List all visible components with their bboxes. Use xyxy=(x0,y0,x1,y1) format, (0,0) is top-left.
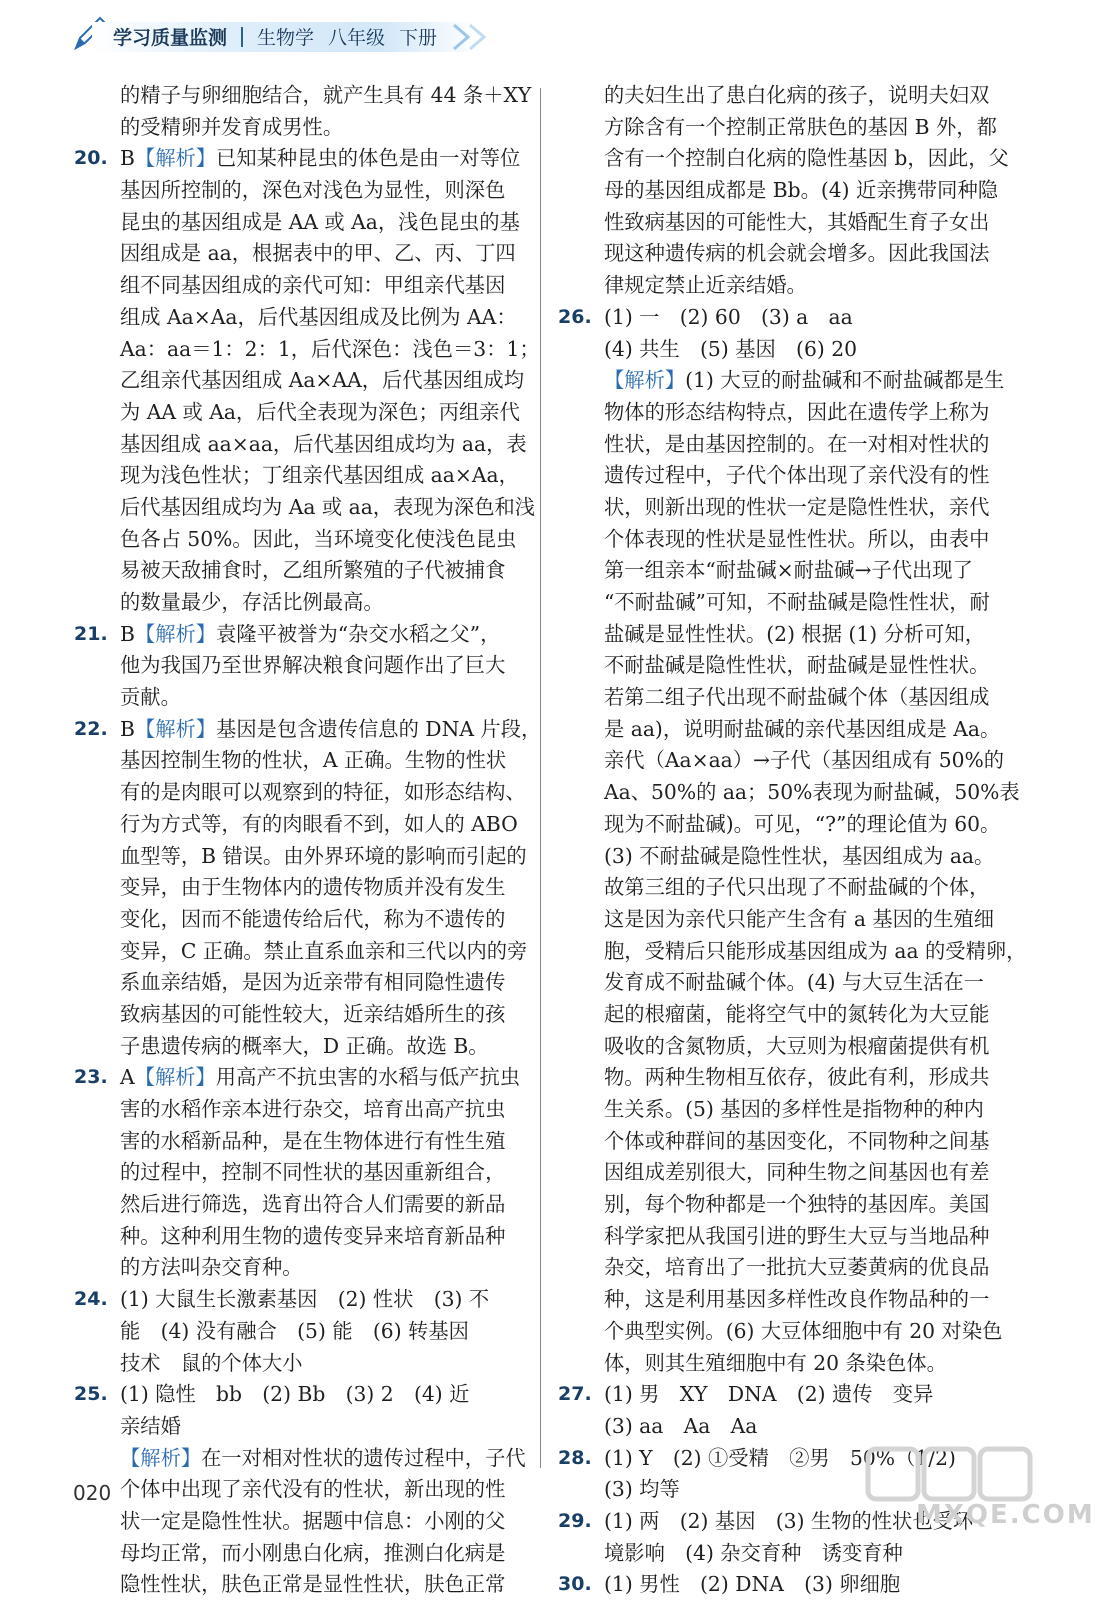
text-line xyxy=(558,365,1004,397)
text-line xyxy=(558,112,1004,144)
question-number: 25. xyxy=(74,1383,108,1406)
text-line xyxy=(558,745,1004,777)
left-column xyxy=(74,80,542,1601)
question-number: 23. xyxy=(74,1066,108,1089)
answer-text: 的方法叫杂交育种。 xyxy=(120,1255,303,1280)
text-line xyxy=(558,80,1004,112)
answer-text: 种。这种利用生物的遗传变异来培育新品种 xyxy=(120,1223,506,1248)
answer-text: 变化，因而不能遗传给后代，称为不遗传的 xyxy=(120,906,506,931)
question-number: 26. xyxy=(558,305,592,328)
text-line xyxy=(74,207,520,239)
question-number: 28. xyxy=(558,1446,592,1469)
text-line xyxy=(558,270,1004,302)
answer-text: 后代基因组成均为 Aa 或 aa，表现为深色和浅 xyxy=(120,494,536,519)
text-line xyxy=(558,872,1004,904)
answer-text: 亲代（Aa×aa）→子代（基因组成有 50%的 xyxy=(604,748,1005,773)
answer-text: 这是因为亲代只能产生含有 a 基因的生殖细 xyxy=(604,906,995,931)
text-line xyxy=(558,1189,1004,1221)
answer-text: 的数量最少，存活比例最高。 xyxy=(120,590,384,614)
answer-text: Aa：aa＝1：2：1，后代深色：浅色＝3：1； xyxy=(120,336,540,361)
answer-text: 基因控制生物的性状，A 正确。生物的性状 xyxy=(120,748,507,773)
answer-text: 物。两种生物相互依存，彼此有利，形成共 xyxy=(604,1065,990,1090)
text-line xyxy=(74,1189,520,1221)
answer-text: 性致病基因的可能性大，其婚配生育子女出 xyxy=(604,209,990,234)
answer-text: 基因组成 aa×aa，后代基因组成均为 aa，表 xyxy=(120,431,527,456)
text-line xyxy=(558,1538,1004,1570)
text-line xyxy=(558,1126,1004,1158)
text-line xyxy=(558,904,1004,936)
answer-text: 组不同基因组成的亲代可知：甲组亲代基因 xyxy=(120,273,506,298)
answer-text: 亲结婚 xyxy=(120,1413,181,1438)
answer-text: 基因所控制的，深色对浅色为显性，则深色 xyxy=(120,178,506,203)
text-line xyxy=(558,967,1004,999)
page-header xyxy=(0,0,1060,64)
text-line xyxy=(74,904,520,936)
answer-text: (1) 隐性 bb (2) Bb (3) 2 (4) 近 xyxy=(120,1382,470,1407)
text-line xyxy=(74,555,520,587)
text-line xyxy=(558,619,1004,651)
answer-text: 的过程中，控制不同性状的基因重新组合， xyxy=(120,1160,506,1185)
text-line xyxy=(74,1221,520,1253)
text-line xyxy=(558,999,1004,1031)
answer-text: 因组成差别很大，同种生物之间基因也有差 xyxy=(604,1160,990,1185)
answer-text: 组成 Aa×Aa，后代基因组成及比例为 AA： xyxy=(120,304,517,329)
answer-text: 变异，由于生物体内的遗传物质并没有发生 xyxy=(120,875,506,900)
answer-text: 他为我国乃至世界解决粮食问题作出了巨大 xyxy=(120,653,506,678)
answer-text: 律规定禁止近亲结婚。 xyxy=(604,273,807,298)
answer-text: 境影响 (4) 杂交育种 诱变育种 xyxy=(604,1540,903,1565)
watermark-text: MXQE.COM xyxy=(916,1500,1095,1530)
text-line xyxy=(558,1157,1004,1189)
text-line xyxy=(558,1062,1004,1094)
answer-text: “不耐盐碱”可知，不耐盐碱是隐性性状，耐 xyxy=(604,590,990,614)
text-line xyxy=(74,1443,526,1475)
text-line xyxy=(74,1538,520,1570)
answer-text: (1) 男性 (2) DNA (3) 卵细胞 xyxy=(604,1572,901,1597)
header-volume: 下册 xyxy=(399,27,438,49)
text-line xyxy=(74,1094,520,1126)
answer-text: 母的基因组成都是 Bb。(4) 近亲携带同种隐 xyxy=(604,178,999,203)
answer-text: (3) 均等 xyxy=(604,1477,680,1502)
answer-text: 方除含有一个控制正常肤色的基因 B 外，都 xyxy=(604,114,997,139)
answer-text: 乙组亲代基因组成 Aa×AA，后代基因组成均 xyxy=(120,368,524,393)
answer-text: 科学家把从我国引进的野生大豆与当地品种 xyxy=(604,1223,990,1248)
answer-text: 故第三组的子代只出现了不耐盐碱的个体， xyxy=(604,875,990,900)
text-line xyxy=(558,1284,1004,1316)
text-line xyxy=(558,1252,1004,1284)
question-number: 22. xyxy=(74,717,108,740)
answer-text: 起的根瘤菌，能将空气中的氮转化为大豆能 xyxy=(604,1001,990,1026)
text-line xyxy=(74,334,540,366)
page-number: 020 xyxy=(73,1481,112,1505)
answer-text: 行为方式等，有的肉眼看不到，如人的 ABO xyxy=(120,811,518,836)
text-line xyxy=(74,967,520,999)
text-line xyxy=(558,460,1004,492)
answer-text: 杂交，培育出了一批抗大豆萎黄病的优良品 xyxy=(604,1255,990,1280)
analysis-tag: 【解析】 xyxy=(134,621,217,646)
text-line xyxy=(558,777,1020,809)
answer-text: 个体中出现了亲代没有的性状，新出现的性 xyxy=(120,1477,506,1502)
answer-text: 遗传过程中，子代个体出现了亲代没有的性 xyxy=(604,463,990,488)
answer-text: 贡献。 xyxy=(120,685,181,710)
answer-text: 不耐盐碱是隐性性状，耐盐碱是显性性状。 xyxy=(604,653,990,678)
text-line xyxy=(74,460,520,492)
text-line xyxy=(74,1411,520,1443)
answer-text: 变异，C 正确。禁止直系血亲和三代以内的旁 xyxy=(120,938,528,963)
answer-text: 现这种遗传病的机会就会增多。因此我国法 xyxy=(604,241,990,266)
answer-text: (1) 大鼠生长激素基因 (2) 性状 (3) 不 xyxy=(120,1287,490,1312)
text-line xyxy=(74,1062,520,1094)
answer-text: 害的水稻新品种，是在生物体进行有性生殖 xyxy=(120,1128,506,1153)
answer-text: (3) aa Aa Aa xyxy=(604,1413,758,1438)
text-line xyxy=(558,397,1004,429)
answer-text: 有的是肉眼可以观察到的特征，如形态结构、 xyxy=(120,780,526,805)
answer-text: (1) 两 (2) 基因 (3) 生物的性状也受环 xyxy=(604,1508,974,1533)
answer-text: (3) 不耐盐碱是隐性性状，基因组成为 aa。 xyxy=(604,843,995,868)
text-line xyxy=(558,1316,1004,1348)
text-line xyxy=(74,238,520,270)
answer-text: 含有一个控制白化病的隐性基因 b，因此，父 xyxy=(604,146,1009,171)
text-line xyxy=(558,334,1004,366)
answer-text: 发育成不耐盐碱个体。(4) 与大豆生活在一 xyxy=(604,970,984,995)
text-line xyxy=(74,397,520,429)
answer-text: Aa、50%的 aa；50%表现为耐盐碱，50%表 xyxy=(604,780,1020,805)
answer-text: 色各占 50%。因此，当环境变化使浅色昆虫 xyxy=(120,526,517,551)
answer-text: 若第二组子代出现不耐盐碱个体（基因组成 xyxy=(604,685,990,710)
text-line xyxy=(558,682,1004,714)
text-line xyxy=(74,1126,520,1158)
text-line xyxy=(558,587,1004,619)
header-title: 学习质量监测 xyxy=(113,27,228,49)
answer-text: 昆虫的基因组成是 AA 或 Aa，浅色昆虫的基 xyxy=(120,209,520,234)
answer-text: B【解析】已知某种昆虫的体色是由一对等位 xyxy=(120,146,521,171)
answer-text: 胞，受精后只能形成基因组成为 aa 的受精卵， xyxy=(604,938,1027,963)
text-line xyxy=(74,175,520,207)
text-line xyxy=(558,1031,1004,1063)
answer-text: 子患遗传病的概率大，D 正确。故选 B。 xyxy=(120,1033,489,1058)
answer-text: 体，则其生殖细胞中有 20 条染色体。 xyxy=(604,1350,947,1375)
answer-text: 物体的形态结构特点，因此在遗传学上称为 xyxy=(604,399,990,424)
analysis-tag: 【解析】 xyxy=(134,716,217,741)
answer-text: 个典型实例。(6) 大豆体细胞中有 20 对染色 xyxy=(604,1318,1003,1343)
answer-text: (1) Y (2) ①受精 ②男 50%（1/2) xyxy=(604,1445,956,1470)
answer-text: 的夫妇生出了患白化病的孩子，说明夫妇双 xyxy=(604,83,990,107)
answer-text: 致病基因的可能性较大，近亲结婚所生的孩 xyxy=(120,1001,506,1026)
question-number: 21. xyxy=(74,622,108,645)
answer-text: 隐性性状，肤色正常是显性性状，肤色正常 xyxy=(120,1572,506,1597)
answer-text: 别，每个物种都是一个独特的基因库。美国 xyxy=(604,1192,990,1217)
answer-text: 害的水稻作亲本进行杂交，培育出高产抗虫 xyxy=(120,1097,506,1121)
answer-text: 【解析】在一对相对性状的遗传过程中，子代 xyxy=(120,1445,526,1470)
answer-text: (4) 共生 (5) 基因 (6) 20 xyxy=(604,336,858,361)
text-line xyxy=(74,1157,520,1189)
header-subject: 生物学 xyxy=(257,27,315,49)
text-line xyxy=(558,809,1004,841)
text-line xyxy=(74,936,528,968)
text-line xyxy=(74,365,524,397)
answer-text: 种，这是利用基因多样性改良作物品种的一 xyxy=(604,1287,990,1312)
question-number: 20. xyxy=(74,147,108,170)
text-line xyxy=(558,492,1004,524)
header-grade: 八年级 xyxy=(328,27,386,49)
question-number: 24. xyxy=(74,1288,108,1311)
answer-text: 技术 鼠的个体大小 xyxy=(120,1350,303,1375)
analysis-tag: 【解析】 xyxy=(134,1065,216,1090)
answer-text: 系血亲结婚，是因为近亲带有相同隐性遗传 xyxy=(120,970,506,995)
text-line xyxy=(74,999,520,1031)
question-number: 30. xyxy=(558,1573,592,1596)
answer-text: 血型等，B 错误。由外界环境的影响而引起的 xyxy=(120,843,527,868)
text-line xyxy=(74,777,526,809)
text-line xyxy=(558,429,1004,461)
analysis-tag: 【解析】 xyxy=(604,368,686,393)
text-line xyxy=(558,1379,1004,1411)
text-line xyxy=(558,1411,1004,1443)
text-line xyxy=(74,302,520,334)
answer-text: 性状，是由基因控制的。在一对相对性状的 xyxy=(604,431,990,456)
text-line xyxy=(558,302,1004,334)
text-line xyxy=(74,492,536,524)
text-line xyxy=(74,745,520,777)
answer-text: 是 aa)，说明耐盐碱的亲代基因组成是 Aa。 xyxy=(604,716,1001,741)
text-line xyxy=(74,143,520,175)
watermark-logo xyxy=(866,1445,1036,1505)
answer-text: (1) 男 XY DNA (2) 遗传 变异 xyxy=(604,1382,934,1407)
answer-text: 状一定是隐性性状。据题中信息：小刚的父 xyxy=(120,1508,506,1533)
text-line xyxy=(558,175,1004,207)
answer-text: 母均正常，而小刚患白化病，推测白化病是 xyxy=(120,1540,506,1565)
text-line xyxy=(74,1569,520,1601)
text-line xyxy=(74,80,532,112)
text-line xyxy=(74,1031,520,1063)
answer-text: 吸收的含氮物质，大豆则为根瘤菌提供有机 xyxy=(604,1033,990,1058)
text-line xyxy=(558,1094,1004,1126)
answer-text: 因组成是 aa，根据表中的甲、乙、丙、丁四 xyxy=(120,241,516,266)
text-line xyxy=(558,1221,1004,1253)
text-line xyxy=(74,650,520,682)
answer-text: 现为浅色性状；丁组亲代基因组成 aa×Aa， xyxy=(120,463,519,488)
column-divider xyxy=(540,88,541,1468)
text-line xyxy=(558,936,1027,968)
answer-text: 的精子与卵细胞结合，就产生具有 44 条＋XY xyxy=(120,83,532,107)
text-line xyxy=(558,207,1004,239)
answer-text: 易被天敌捕食时，乙组所繁殖的子代被捕食 xyxy=(120,558,506,583)
answer-text: 生关系。(5) 基因的多样性是指物种的种内 xyxy=(604,1097,984,1121)
text-line xyxy=(74,524,520,556)
header-text xyxy=(113,23,437,50)
text-line xyxy=(74,1252,520,1284)
chevron-right-icon xyxy=(450,22,494,52)
text-line xyxy=(74,872,520,904)
text-line xyxy=(74,1348,520,1380)
answer-text: A【解析】用高产不抗虫害的水稻与低产抗虫 xyxy=(120,1065,521,1090)
answer-text: 【解析】(1) 大豆的耐盐碱和不耐盐碱都是生 xyxy=(604,368,1005,393)
question-number: 29. xyxy=(558,1509,592,1532)
text-line xyxy=(558,238,1004,270)
header-separator xyxy=(241,27,243,47)
text-line xyxy=(74,1284,520,1316)
text-line xyxy=(74,619,520,651)
answer-text: 能 (4) 没有融合 (5) 能 (6) 转基因 xyxy=(120,1318,469,1343)
text-line xyxy=(558,555,1004,587)
text-line xyxy=(558,524,1004,556)
text-line xyxy=(74,682,520,714)
text-line xyxy=(74,270,520,302)
answer-text: 个体或种群间的基因变化，不同物种之间基 xyxy=(604,1128,990,1153)
answer-text: 的受精卵并发育成男性。 xyxy=(120,114,344,139)
text-line xyxy=(74,1506,520,1538)
answer-text: 状，则新出现的性状一定是隐性性状，亲代 xyxy=(604,494,990,519)
text-line xyxy=(558,1348,1004,1380)
answer-text: (1) 一 (2) 60 (3) a aa xyxy=(604,304,853,329)
answer-text: 个体表现的性状是显性性状。所以，由表中 xyxy=(604,526,990,551)
text-line xyxy=(74,1474,520,1506)
text-line xyxy=(558,841,1004,873)
text-line xyxy=(74,809,520,841)
answer-text: B【解析】袁隆平被誉为“杂交水稻之父”， xyxy=(120,621,501,646)
analysis-tag: 【解析】 xyxy=(134,146,217,171)
text-line xyxy=(74,1379,520,1411)
text-line xyxy=(74,714,542,746)
text-line xyxy=(74,429,527,461)
text-line xyxy=(74,841,527,873)
answer-text: 现为不耐盐碱)。可见，“?”的理论值为 60。 xyxy=(604,811,1001,836)
answer-text: 盐碱是显性性状。(2) 根据 (1) 分析可知， xyxy=(604,621,986,646)
answer-text: 第一组亲本“耐盐碱×耐盐碱→子代出现了 xyxy=(604,558,973,583)
text-line xyxy=(558,143,1009,175)
answer-text: 然后进行筛选，选育出符合人们需要的新品 xyxy=(120,1192,506,1217)
analysis-tag: 【解析】 xyxy=(120,1445,202,1470)
text-line xyxy=(74,1316,520,1348)
answer-text: 为 AA 或 Aa，后代全表现为深色；丙组亲代 xyxy=(120,399,520,424)
text-line xyxy=(558,650,1004,682)
text-line xyxy=(74,587,520,619)
answer-text: B【解析】基因是包含遗传信息的 DNA 片段， xyxy=(120,716,542,741)
text-line xyxy=(558,714,1004,746)
text-line xyxy=(74,112,520,144)
question-number: 27. xyxy=(558,1383,592,1406)
text-line xyxy=(558,1569,1004,1601)
